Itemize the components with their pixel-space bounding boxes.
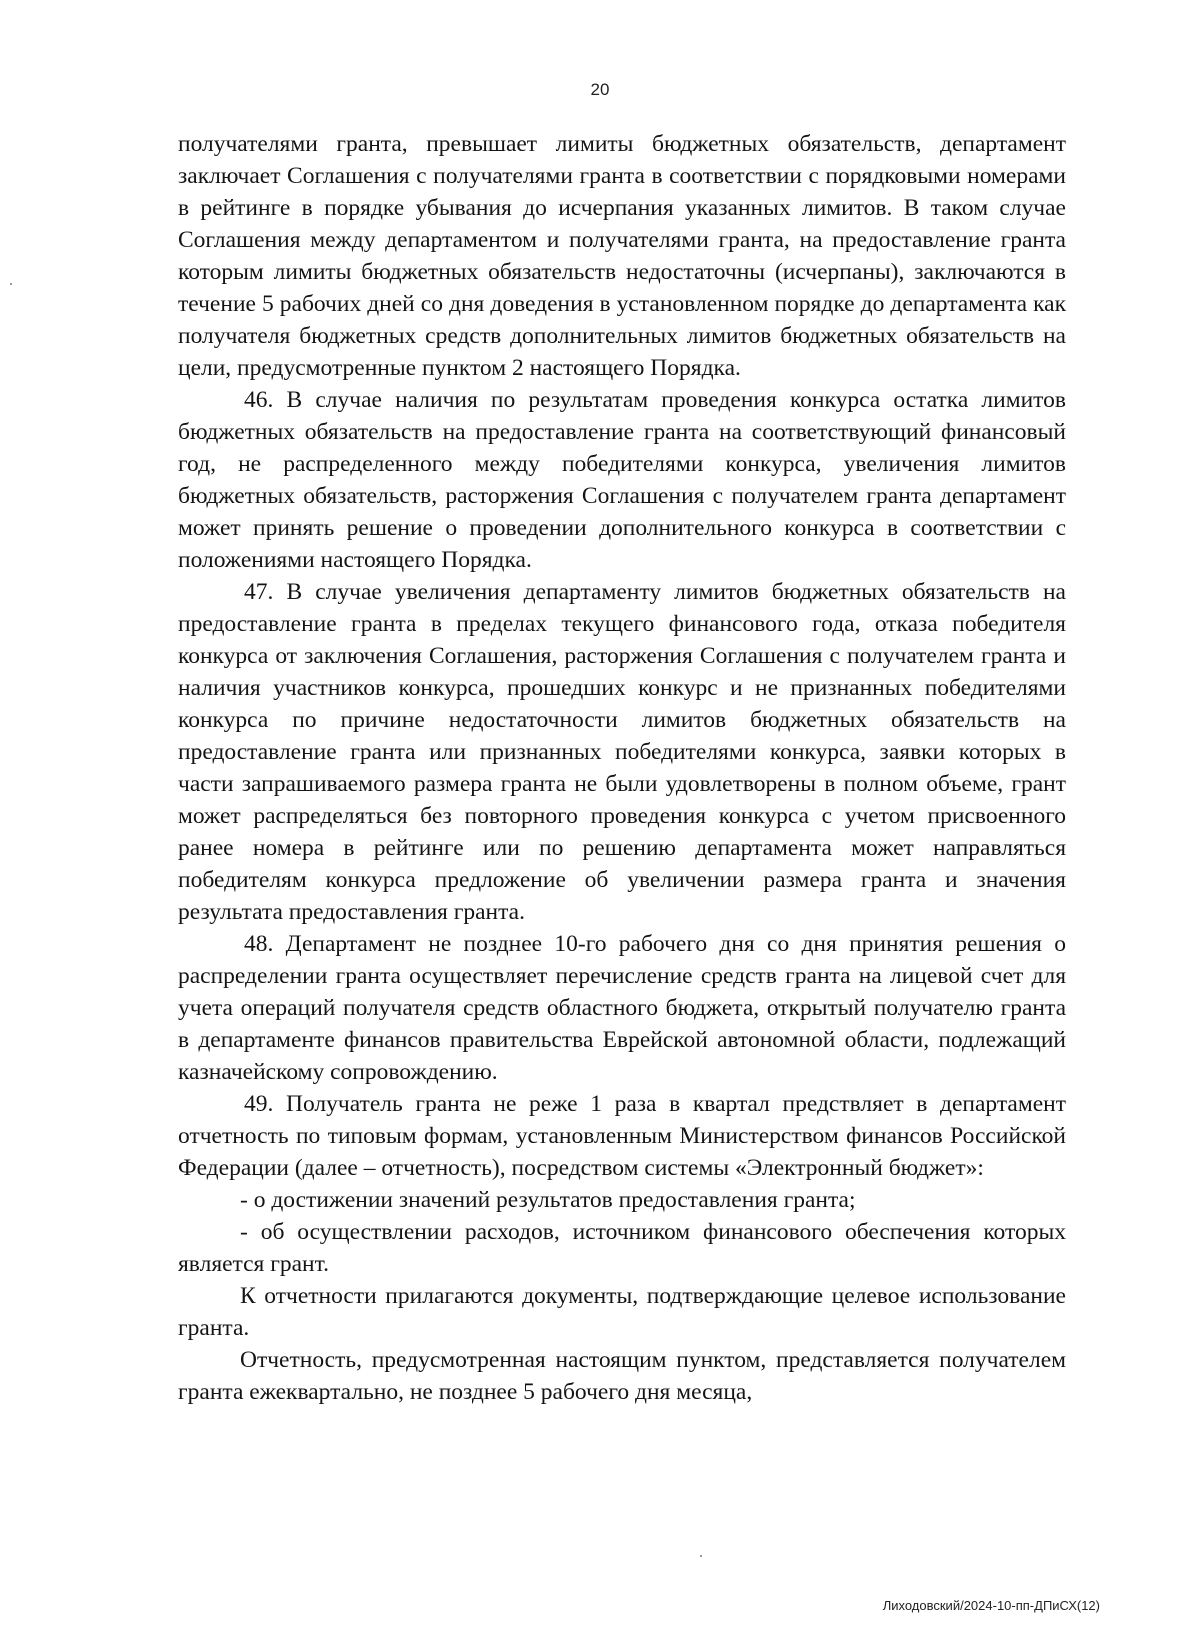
paragraph-reporting-deadline: Отчетность, предусмотренная настоящим пунктом, представляется получателем гранта ежеквартально, не позднее 5 рабочего дня месяца, xyxy=(178,1347,1066,1405)
list-item-expenses: - об осуществлении расходов, источником финансового обеспечения которых является грант. xyxy=(178,1219,1066,1277)
scan-speck xyxy=(700,1555,702,1557)
footer-document-code: Лиходовский/2024-10-пп-ДПиСХ(12) xyxy=(882,1598,1100,1613)
paragraph-49: 49. Получатель гранта не реже 1 раза в квартал предствляет в департамент отчетность по типовым формам, установленным Министерством финансов Российской Федерации (далее – отчетность), посредством системы «Электронный бюджет»: xyxy=(178,1091,1066,1181)
paragraph-46: 46. В случае наличия по результатам проведения конкурса остатка лимитов бюджетных обязательств на предоставление гранта на соответствующий финансовый год, не распределенного между победителями конкурса, увеличения лимитов бюджетных обязательств, расторжения Соглашения с получателем гранта департамент может принять решение о проведении дополнительного конкурса в соответствии с положениями настоящего Порядка. xyxy=(178,387,1066,573)
paragraph-48: 48. Департамент не позднее 10-го рабочего дня со дня принятия решения о распределении гранта осуществляет перечисление средств гранта на лицевой счет для учета операций получателя средств областного бюджета, открытый получателю гранта в департаменте финансов правительства Еврейской автономной области, подлежащий казначейскому сопровождению. xyxy=(178,931,1066,1085)
page-number: 20 xyxy=(590,80,610,99)
scan-speck xyxy=(10,283,12,285)
paragraph-47: 47. В случае увеличения департаменту лимитов бюджетных обязательств на предоставление гранта в пределах текущего финансового года, отказа победителя конкурса от заключения Соглашения, расторжения Соглашения с получателем гранта и наличия участников конкурса, прошедших конкурс и не признанных победителями конкурса по причине недостаточности лимитов бюджетных обязательств на предоставление гранта или признанных победителями конкурса, заявки которых в части запрашиваемого размера гранта не были удовлетворены в полном объеме, грант может распределяться без повторного проведения конкурса с учетом присвоенного ранее номера в рейтинге или по решению департамента может направляться победителям конкурса предложение об увеличении размера гранта и значения результата предоставления гранта. xyxy=(178,579,1066,925)
list-item-results: - о достижении значений результатов предоставления гранта; xyxy=(240,1187,856,1213)
paragraph-attachments: К отчетности прилагаются документы, подтверждающие целевое использование гранта. xyxy=(178,1283,1066,1341)
paragraph-continuation: получателями гранта, превышает лимиты бюджетных обязательств, департамент заключает Соглашения с получателями гранта в соответствии с порядковыми номерами в рейтинге в порядке убывания до исчерпания указанных лимитов. В таком случае Соглашения между департаментом и получателями гранта, на предоставление гранта которым лимиты бюджетных обязательств недостаточны (исчерпаны), заключаются в течение 5 рабочих дней со дня доведения в установленном порядке до департамента как получателя бюджетных средств дополнительных лимитов бюджетных обязательств на цели, предусмотренные пунктом 2 настоящего Порядка. xyxy=(178,131,1066,381)
document-body xyxy=(178,128,1066,1408)
